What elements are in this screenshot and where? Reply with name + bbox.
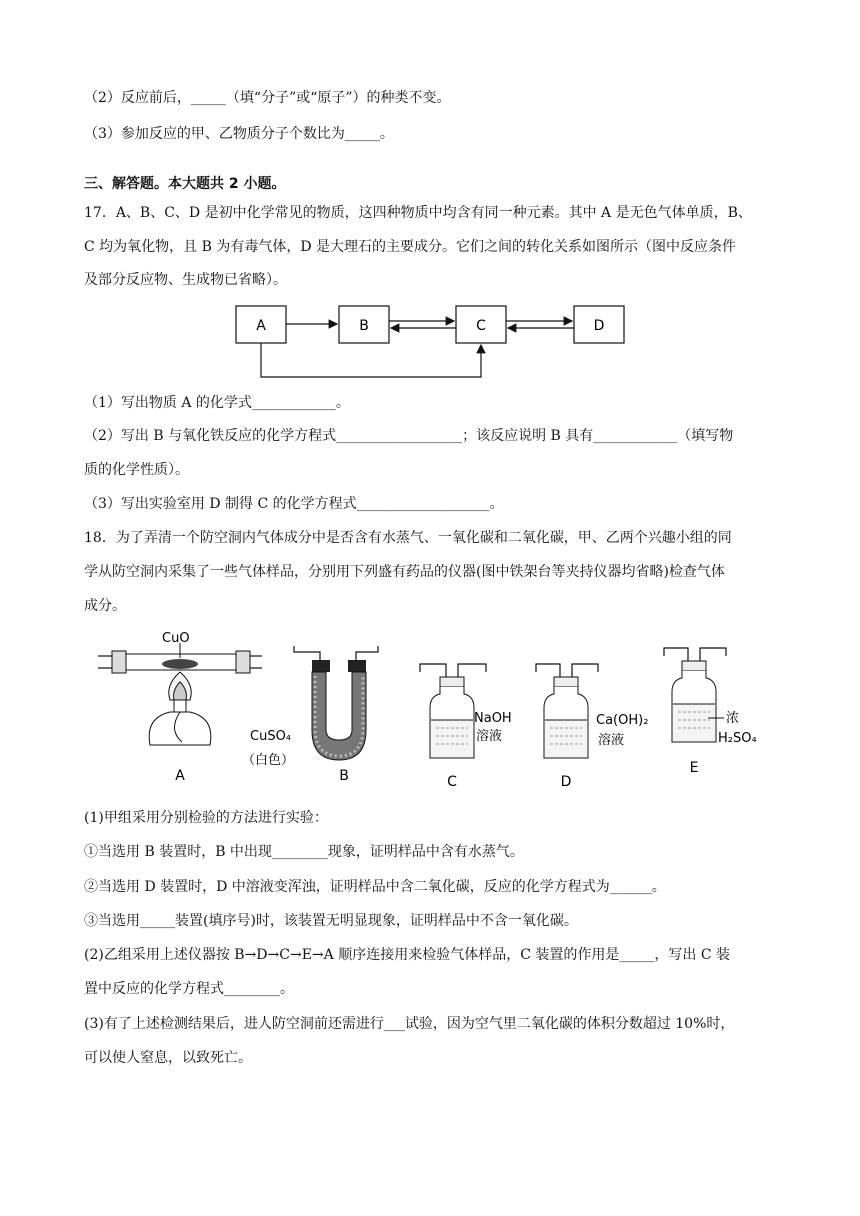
- label-a: A: [256, 318, 266, 334]
- cuso4-note: （白色）: [242, 753, 295, 768]
- question-18-part1a: ①当选用 B 装置时，B 中出现________现象，证明样品中含有水蒸气。: [84, 844, 524, 860]
- apparatus-c: [420, 664, 512, 790]
- apparatus-a: [98, 631, 262, 784]
- section-3-title: 三、解答题。本大题共 2 小题。: [84, 176, 286, 192]
- question-16-sub3: （3）参加反应的甲、乙物质分子个数比为_____。: [84, 126, 394, 142]
- label-b: B: [339, 768, 349, 784]
- label-e: E: [689, 760, 699, 776]
- label-d: D: [560, 774, 572, 790]
- question-18-part1b: ②当选用 D 装置时，D 中溶液变浑浊，证明样品中含二氧化碳，反应的化学方程式为______。: [84, 879, 666, 895]
- question-18-part3-1: (3)有了上述检测结果后，进人防空洞前还需进行___试验，因为空气里二氧化碳的体积分数超过 10%时，: [84, 1016, 735, 1032]
- label-d: D: [593, 318, 605, 334]
- question-18-part2-2: 置中反应的化学方程式________。: [84, 981, 294, 997]
- cuso4-label: CuSO₄: [250, 729, 292, 744]
- label-b: B: [359, 318, 369, 334]
- question-18-stem-1: 18．为了弄清一个防空洞内气体成分中是否含有水蒸气、一氧化碳和二氧化碳，甲、乙两个兴趣小组的同: [84, 530, 732, 546]
- question-17-stem-3: 及部分反应物、生成物已省略）。: [84, 272, 287, 288]
- question-18-stem-3: 成分。: [84, 598, 126, 614]
- apparatus-d: [536, 664, 648, 790]
- apparatus-b: [242, 646, 378, 784]
- question-18-part2-1: (2)乙组采用上述仪器按 B→D→C→E→A 顺序连接用来检验气体样品，C 装置的作用是_____，写出 C 装: [84, 947, 730, 963]
- question-18-part1: (1)甲组采用分别检验的方法进行实验：: [84, 810, 328, 826]
- cuo-label: CuO: [162, 631, 190, 646]
- question-17-sub3: （3）写出实验室用 D 制得 C 的化学方程式___________________。: [84, 496, 504, 512]
- question-17-stem-2: C 均为氧化物，且 B 为有毒气体，D 是大理石的主要成分。它们之间的转化关系如图所示（图中反应条件: [84, 239, 737, 255]
- question-18-part1c: ③当选用_____装置(填序号)时，该装置无明显现象，证明样品中不含一氧化碳。: [84, 913, 578, 929]
- question-17-sub2-2: 质的化学性质）。: [84, 462, 189, 478]
- label-a: A: [175, 768, 185, 784]
- conc-label: 浓: [726, 711, 740, 726]
- caoh2-label: Ca(OH)₂: [596, 713, 649, 728]
- label-c: C: [476, 318, 486, 334]
- h2so4-label: H₂SO₄: [718, 731, 757, 746]
- naoh-sol-label: 溶液: [476, 729, 503, 744]
- question-17-sub2-1: （2）写出 B 与氧化铁反应的化学方程式__________________；该反应说明 B 具有____________（填写物: [84, 428, 734, 444]
- label-c: C: [447, 774, 457, 790]
- question-18-stem-2: 学从防空洞内采集了一些气体样品，分别用下列盛有药品的仪器(图中铁架台等夹持仪器均省略)检查气体: [84, 564, 725, 580]
- question-18-part3-2: 可以使人窒息，以致死亡。: [84, 1050, 252, 1066]
- question-17-stem-1: 17．A、B、C、D 是初中化学常见的物质，这四种物质中均含有同一种元素。其中 A 是无色气体单质，B、: [84, 205, 752, 221]
- caoh2-sol-label: 溶液: [598, 733, 625, 748]
- question-17-sub1: （1）写出物质 A 的化学式____________。: [84, 395, 350, 411]
- naoh-label: NaOH: [474, 711, 512, 726]
- apparatus-e: [664, 648, 757, 776]
- question-16-sub2: （2）反应前后，_____（填“分子”或“原子”）的种类不变。: [84, 90, 451, 106]
